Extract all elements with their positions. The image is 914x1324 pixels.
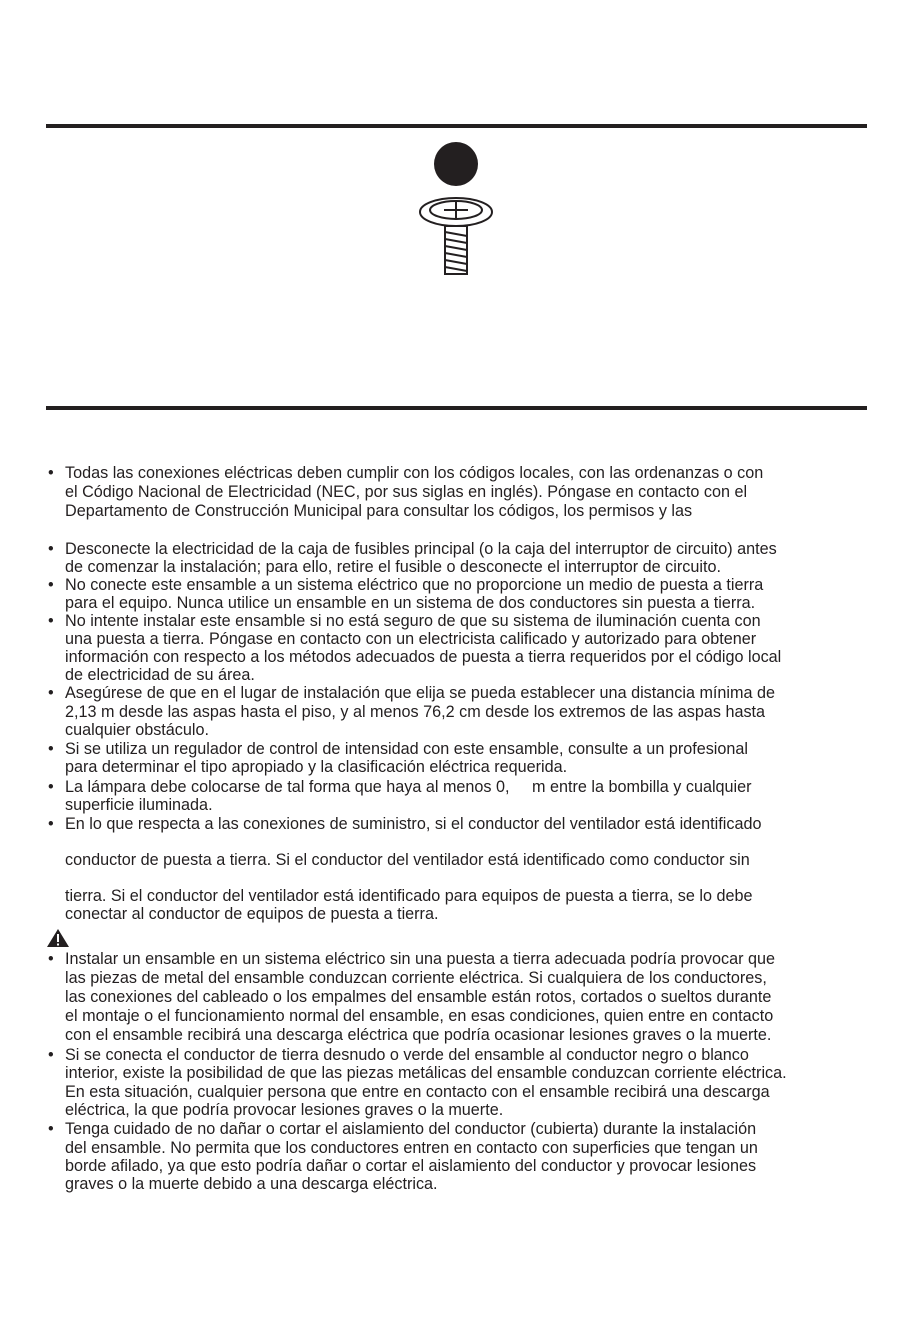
- text-line: En lo que respecta a las conexiones de suministro, si el conductor del ventilador está identificado: [65, 815, 762, 833]
- bullet: •: [48, 1120, 54, 1138]
- text-line: La lámpara debe colocarse de tal forma que haya al menos 0, m entre la bombilla y cualquier: [65, 778, 752, 796]
- text-line: superficie iluminada.: [65, 796, 213, 814]
- text-line: Departamento de Construcción Municipal para consultar los códigos, los permisos y las: [65, 502, 693, 520]
- text-line: No intente instalar este ensamble si no está seguro de que su sistema de iluminación cuenta con: [65, 612, 761, 630]
- bullet: •: [48, 1046, 54, 1064]
- text-line: eléctrica, la que podría provocar lesiones graves o la muerte.: [65, 1101, 504, 1119]
- text-line: el Código Nacional de Electricidad (NEC, por sus siglas en inglés). Póngase en contacto con el: [65, 483, 748, 501]
- text-line: Si se utiliza un regulador de control de intensidad con este ensamble, consulte a un profesional: [65, 740, 749, 758]
- text-line: Asegúrese de que en el lugar de instalación que elija se pueda establecer una distancia mínima de: [65, 684, 776, 702]
- text-line: Si se conecta el conductor de tierra desnudo o verde del ensamble al conductor negro o blanco: [65, 1046, 749, 1064]
- bullet: •: [48, 464, 54, 482]
- text-line: No conecte este ensamble a un sistema eléctrico que no proporcione un medio de puesta a tierra: [65, 576, 764, 594]
- text-line: tierra. Si el conductor del ventilador está identificado para equipos de puesta a tierra, se lo debe: [65, 887, 753, 905]
- text-line: Tenga cuidado de no dañar o cortar el aislamiento del conductor (cubierta) durante la instalación: [65, 1120, 757, 1138]
- text-line: Desconecte la electricidad de la caja de fusibles principal (o la caja del interruptor de circuito) antes: [65, 540, 777, 558]
- text-line: una puesta a tierra. Póngase en contacto con un electricista calificado y autorizado para obtener: [65, 630, 757, 648]
- text-line: conectar al conductor de equipos de puesta a tierra.: [65, 905, 439, 923]
- bullet: •: [48, 576, 54, 594]
- bullet: •: [48, 815, 54, 833]
- warning-triangle-icon: [46, 928, 70, 948]
- bullet: •: [48, 612, 54, 630]
- bullet: •: [48, 684, 54, 702]
- bullet: •: [48, 778, 54, 796]
- text-line: para el equipo. Nunca utilice un ensamble en un sistema de dos conductores sin puesta a tierra.: [65, 594, 756, 612]
- text-line: En esta situación, cualquier persona que entre en contacto con el ensamble recibirá una descarga: [65, 1083, 770, 1101]
- text-line: borde afilado, ya que esto podría dañar o cortar el aislamiento del conductor y provocar lesiones: [65, 1157, 757, 1175]
- text-line: de electricidad de su área.: [65, 666, 255, 684]
- text-line: conductor de puesta a tierra. Si el conductor del ventilador está identificado como conductor sin: [65, 851, 750, 869]
- text-line: 2,13 m desde las aspas hasta el piso, y al menos 76,2 cm desde los extremos de las aspas hasta: [65, 703, 766, 721]
- text-line: las conexiones del cableado o los empalmes del ensamble están rotos, cortados o sueltos durante: [65, 988, 772, 1006]
- text-line: Instalar un ensamble en un sistema eléctrico sin una puesta a tierra adecuada podría provocar que: [65, 950, 775, 968]
- text-line: con el ensamble recibirá una descarga eléctrica que podría ocasionar lesiones graves o la muerte.: [65, 1026, 772, 1044]
- text-line: graves o la muerte debido a una descarga eléctrica.: [65, 1175, 438, 1193]
- text-line: las piezas de metal del ensamble conduzcan corriente eléctrica. Si cualquiera de los conductores,: [65, 969, 767, 987]
- text-line: para determinar el tipo apropiado y la clasificación eléctrica requerida.: [65, 758, 568, 776]
- bullet: •: [48, 740, 54, 758]
- text-line: del ensamble. No permita que los conductores entren en contacto con superficies que tengan un: [65, 1139, 758, 1157]
- bullet: •: [48, 950, 54, 968]
- text-line: interior, existe la posibilidad de que las piezas metálicas del ensamble conduzcan corriente eléctrica.: [65, 1064, 787, 1082]
- bullet: •: [48, 540, 54, 558]
- text-line: Todas las conexiones eléctricas deben cumplir con los códigos locales, con las ordenanzas o con: [65, 464, 764, 482]
- text-line: el montaje o el funcionamiento normal del ensamble, en esas condiciones, quien entre en contacto: [65, 1007, 774, 1025]
- text-line: información con respecto a los métodos adecuados de puesta a tierra requeridos por el código local: [65, 648, 782, 666]
- text-line: cualquier obstáculo.: [65, 721, 209, 739]
- text-line: de comenzar la instalación; para ello, retire el fusible o desconecte el interruptor de circuito.: [65, 558, 721, 576]
